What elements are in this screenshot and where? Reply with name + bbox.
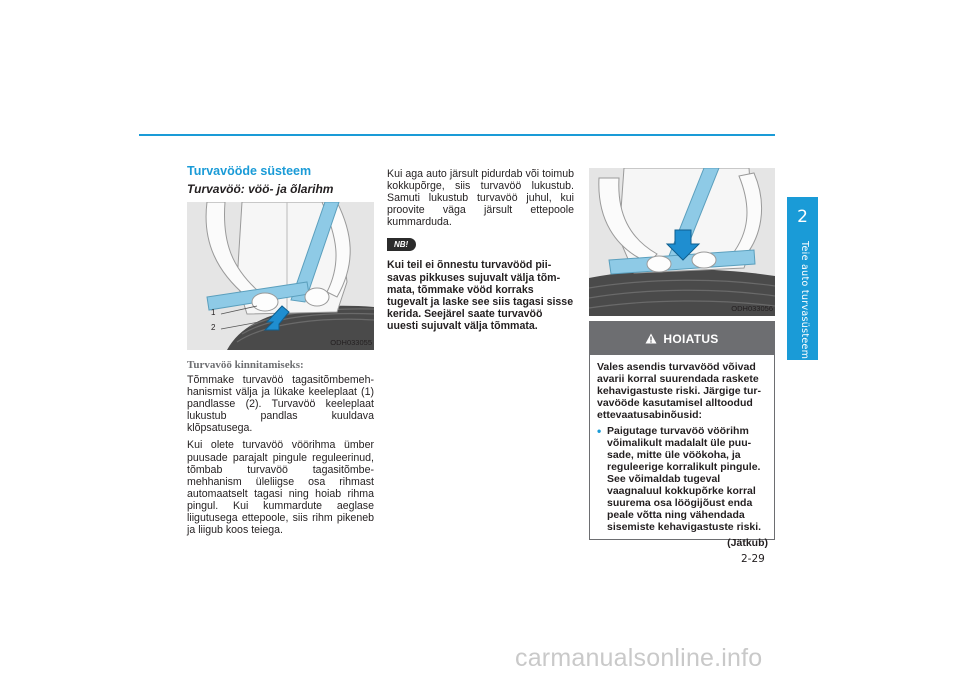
paragraph: Tõmmake turvavöö tagasitõmbemehhanismist välja ja lükake keeleplaat (1) pandlasse (2). Turvavöö keeleplaat lukustub pandlas kuuldava klõpsatusega. [187,374,374,435]
chapter-number: 2 [797,207,808,227]
figure-lap-belt [589,168,775,316]
callout-1: 1 [211,308,216,317]
paragraph: Kui aga auto järsult pidurdab või toimub kokkupõrge, siis turvavöö lukustub. Samuti lukustub turvavöö juhul, kui proovite väga järsult ettepoole kummarduda. [387,168,574,229]
warning-continued: (Jätkub) [727,537,768,549]
chapter-title: Teie auto turvasüsteemid [799,241,810,369]
warning-box [589,321,775,549]
lap-belt-illustration [589,168,775,316]
warning-body [590,355,774,549]
figure-code: ODH033056 [731,304,773,313]
warning-title: HOIATUS [663,331,719,346]
warning-header [590,322,774,355]
figure-fastening-belt [187,202,374,350]
warning-list-item [597,425,768,533]
figure-code: ODH033055 [330,338,372,347]
warning-triangle-icon [645,333,657,344]
warning-intro: Vales asendis turvavööd võivad avarii korral suurendada raskete kehavigastuste riski. Järgige turvavööde kasutamisel alltoodud ettevaatusabinõusid: [597,361,761,421]
column-middle [387,164,574,332]
section-title: Turvavööde süsteem [187,164,312,178]
page-number: 2-29 [741,553,765,565]
subtitle: Turvavöö: vöö- ja õlarihm [187,182,334,196]
column-left [187,164,374,542]
callout-2: 2 [211,323,216,332]
nb-badge: NB! [387,238,416,251]
paragraph: Kui olete turvavöö vöörihma ümber puusade parajalt pingule reguleerinud, tõmbab turvavöö tagasitõmbemehhanism üleliigse osa rihmast automaatselt tagasi ning hoiab rihma pingul. Kui kummardute aeglase liigutusega ettepoole, siis rihm pikeneb ja liigub koos teiega. [187,439,374,537]
top-rule [139,134,775,136]
fasten-heading: Turvavöö kinnitamiseks: [187,359,304,371]
warning-item-text: Paigutage turvavöö vöörihm võimalikult madalalt üle puusade, mitte üle vöökoha, ja reguleerige korralikult pingule. See võimaldab tugeval vaagnaluul kokkupõrke korral suurema osa löögijõust enda peale võtta ning vähendada sisemiste kehavigastuste riski. [607,425,762,533]
chapter-tab [787,197,818,369]
nb-text: Kui teil ei õnnestu turvavööd piisavas pikkuses sujuvalt välja tõmmata, tõmmake vööd korraks tugevalt ja laske see siis tagasi sisse kerida. Seejärel saate turvavöö uuesti sujuvalt välja tõmmata. [387,259,574,332]
bullet-icon: • [597,424,602,438]
watermark: carmanualsonline.info [515,644,763,672]
